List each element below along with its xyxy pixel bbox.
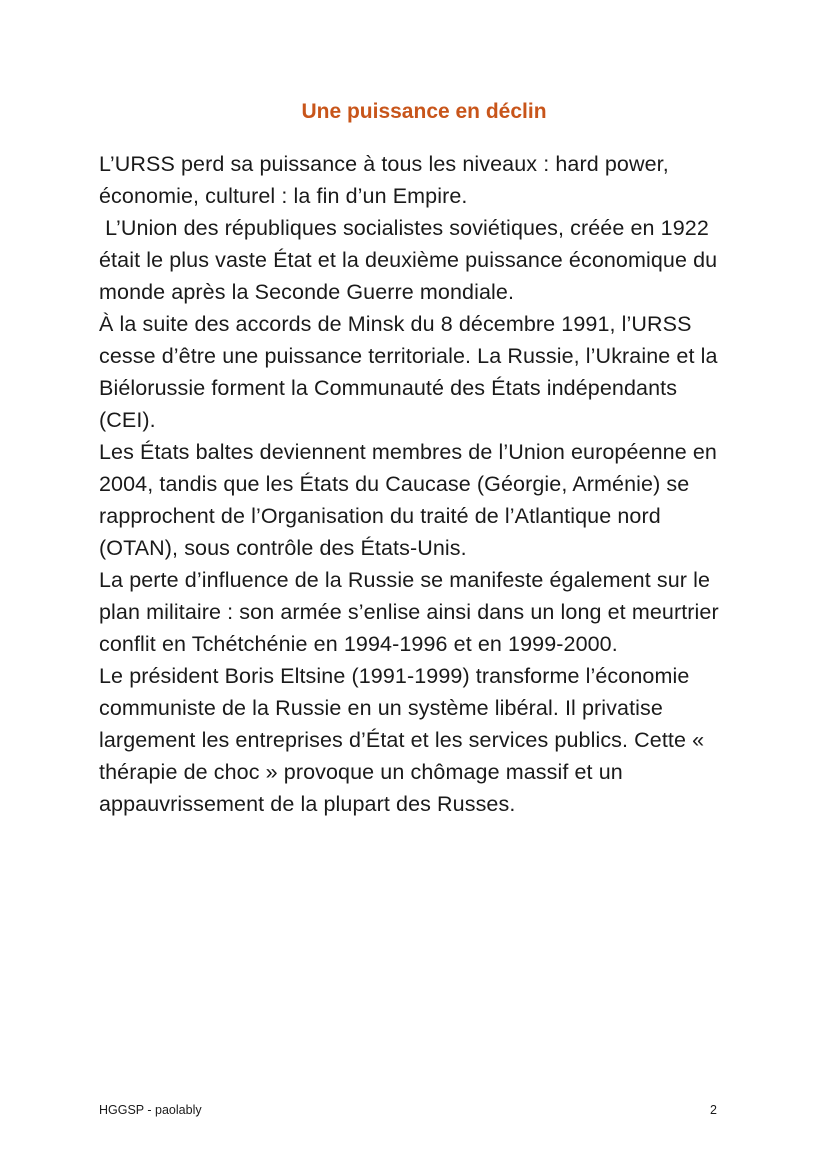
paragraph-eltsine: Le président Boris Eltsine (1991-1999) transforme l’économie communiste de la Russie en un système libéral. Il privatise largement les entreprises d’État et les services publics. Cette « thérapie de choc » provoque un chômage massif et un appauvrissement de la plupart des Russes. [99,664,711,816]
footer-label: HGGSP - paolably [99,1103,202,1117]
document-body [99,148,724,820]
page-number: 2 [710,1103,717,1117]
page-title: Une puissance en déclin [301,100,547,123]
paragraph-military: La perte d’influence de la Russie se manifeste également sur le plan militaire : son armée s’enlise ainsi dans un long et meurtrier conflit en Tchétchénie en 1994-1996 et en 1999-2000. [99,568,725,656]
paragraph-baltic-caucasus: Les États baltes deviennent membres de l’Union européenne en 2004, tandis que les États du Caucase (Géorgie, Arménie) se rapprochent de l’Organisation du traité de l’Atlantique nord (OTAN), sous contrôle des États-Unis. [99,440,724,560]
paragraph-minsk-accords: À la suite des accords de Minsk du 8 décembre 1991, l’URSS cesse d’être une puissance territoriale. La Russie, l’Ukraine et la Biélorussie forment la Communauté des États indépendants (CEI). [99,312,724,432]
paragraph-intro: L’URSS perd sa puissance à tous les niveaux : hard power, économie, culturel : la fin d’un Empire. [99,152,675,208]
paragraph-urss-history: L’Union des républiques socialistes soviétiques, créée en 1922 était le plus vaste État et la deuxième puissance économique du monde après la Seconde Guerre mondiale. [99,216,724,304]
